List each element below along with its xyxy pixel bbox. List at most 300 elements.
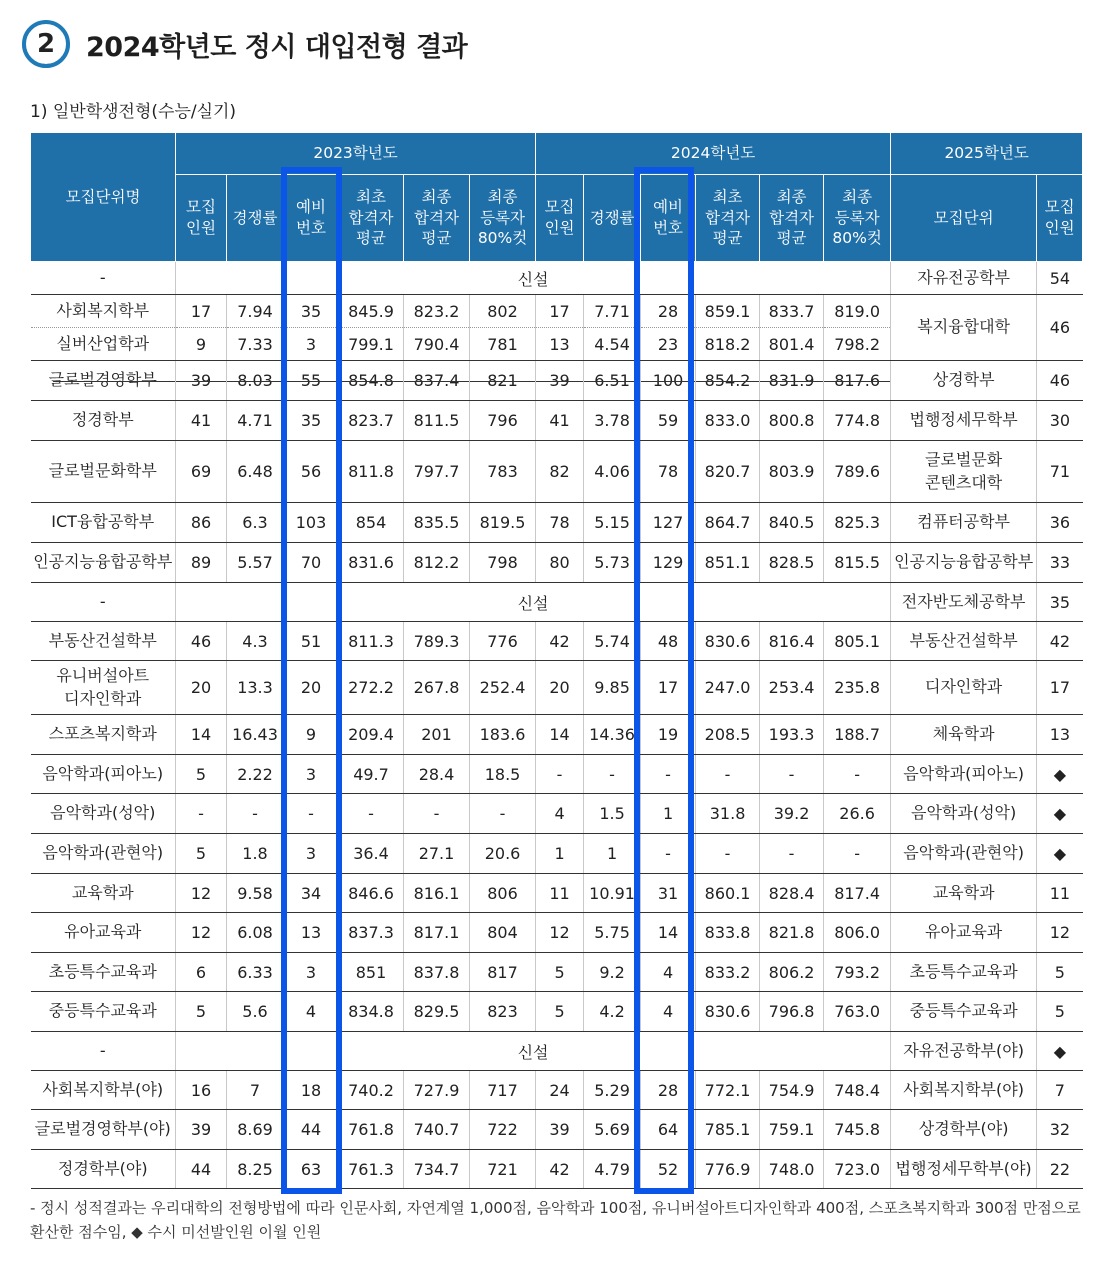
- value-2024-0: 1: [536, 834, 584, 874]
- value-2024-1: 9.85: [584, 661, 641, 715]
- value-2024-5: -: [824, 755, 891, 794]
- unit-name-cell: -: [31, 583, 176, 622]
- value-2024-5: 805.1: [824, 622, 891, 661]
- value-2024-0: 12: [536, 913, 584, 953]
- value-2024-4: 39.2: [760, 794, 824, 834]
- count-2025-cell: 46: [1037, 361, 1083, 401]
- value-2024-2: 78: [641, 441, 696, 503]
- unit-2025-cell: 인공지능융합공학부: [891, 543, 1037, 583]
- value-2023-5: 821: [470, 361, 536, 401]
- value-2023-5: 806: [470, 874, 536, 913]
- value-2023-5: 183.6: [470, 715, 536, 755]
- value-2023-4: 837.8: [404, 953, 470, 992]
- value-2023-1: 8.03: [227, 361, 284, 401]
- value-2023-4: 817.1: [404, 913, 470, 953]
- value-2024-5: 825.3: [824, 503, 891, 543]
- value-2023-0: 89: [176, 543, 227, 583]
- value-2024-0: 17: [536, 295, 584, 328]
- unit-2025-cell: 글로벌문화 콘텐츠대학: [891, 441, 1037, 503]
- table-row: [31, 1110, 1083, 1150]
- section-number: 2: [36, 29, 56, 59]
- value-2024-2: 1: [641, 794, 696, 834]
- value-2023-0: 39: [176, 1110, 227, 1150]
- sub-header-2024-3: 최초 합격자 평균: [696, 175, 760, 262]
- unit-name-cell: -: [31, 1032, 176, 1071]
- value-2023-2: 20: [284, 661, 339, 715]
- value-2023-2: 103: [284, 503, 339, 543]
- value-2023-1: 1.8: [227, 834, 284, 874]
- table-row: [31, 834, 1083, 874]
- unit-2025-cell: 체육학과: [891, 715, 1037, 755]
- value-2024-2: 17: [641, 661, 696, 715]
- value-2024-1: 4.79: [584, 1150, 641, 1189]
- value-2024-2: 31: [641, 874, 696, 913]
- value-2024-2: 14: [641, 913, 696, 953]
- value-2023-3: 799.1: [339, 328, 404, 361]
- value-2023-3: 811.8: [339, 441, 404, 503]
- count-2025-cell: 13: [1037, 715, 1083, 755]
- value-2023-0: 46: [176, 622, 227, 661]
- unit-name-cell: ICT융합공학부: [31, 503, 176, 543]
- sub-header-2024-1: 경쟁률: [584, 175, 641, 262]
- value-2024-0: 13: [536, 328, 584, 361]
- value-2024-4: 754.9: [760, 1071, 824, 1110]
- value-2024-3: 860.1: [696, 874, 760, 913]
- value-2024-1: 1.5: [584, 794, 641, 834]
- value-2024-3: 851.1: [696, 543, 760, 583]
- value-2024-4: 840.5: [760, 503, 824, 543]
- table-row: [31, 874, 1083, 913]
- table-row: [31, 262, 1083, 295]
- unit-2025-cell: 법행정세무학부(야): [891, 1150, 1037, 1189]
- unit-2025-cell: 부동산건설학부: [891, 622, 1037, 661]
- section-number-badge: [22, 20, 70, 68]
- value-2023-0: 12: [176, 913, 227, 953]
- value-2023-3: 36.4: [339, 834, 404, 874]
- count-2025-cell: ◆: [1037, 794, 1083, 834]
- value-2023-2: 70: [284, 543, 339, 583]
- new-cell: [176, 583, 891, 622]
- value-2023-4: 829.5: [404, 992, 470, 1032]
- value-2023-1: 16.43: [227, 715, 284, 755]
- sub-header-2025-count: 모집 인원: [1037, 175, 1083, 262]
- value-2023-3: 761.8: [339, 1110, 404, 1150]
- count-2025-cell: ◆: [1037, 834, 1083, 874]
- unit-2025-cell: 디자인학과: [891, 661, 1037, 715]
- value-2024-1: 4.54: [584, 328, 641, 361]
- unit-2025-cell: 교육학과: [891, 874, 1037, 913]
- value-2023-1: 6.08: [227, 913, 284, 953]
- value-2024-3: 785.1: [696, 1110, 760, 1150]
- table-row: [31, 361, 1083, 401]
- new-label: 신설: [517, 269, 549, 289]
- unit-2025-cell: 복지융합대학: [891, 295, 1037, 361]
- value-2023-3: 854.8: [339, 361, 404, 401]
- unit-2025-cell: 자유전공학부(야): [891, 1032, 1037, 1071]
- table-row: [31, 715, 1083, 755]
- value-2023-2: 3: [284, 953, 339, 992]
- value-2024-5: 817.6: [824, 361, 891, 401]
- sub-header-2024-4: 최종 합격자 평균: [760, 175, 824, 262]
- value-2024-3: 776.9: [696, 1150, 760, 1189]
- new-cell: [176, 1032, 891, 1071]
- value-2023-3: 831.6: [339, 543, 404, 583]
- value-2024-2: 28: [641, 295, 696, 328]
- value-2024-1: 5.69: [584, 1110, 641, 1150]
- new-cell: [176, 262, 891, 295]
- value-2023-3: 834.8: [339, 992, 404, 1032]
- value-2023-2: 51: [284, 622, 339, 661]
- value-2024-3: -: [696, 834, 760, 874]
- value-2024-4: -: [760, 834, 824, 874]
- value-2023-4: 28.4: [404, 755, 470, 794]
- value-2023-2: 35: [284, 295, 339, 328]
- value-2024-4: 833.7: [760, 295, 824, 328]
- value-2023-3: -: [339, 794, 404, 834]
- value-2024-2: -: [641, 755, 696, 794]
- value-2024-5: 188.7: [824, 715, 891, 755]
- count-2025-cell: 22: [1037, 1150, 1083, 1189]
- value-2023-5: 798: [470, 543, 536, 583]
- value-2024-5: 763.0: [824, 992, 891, 1032]
- value-2024-3: 31.8: [696, 794, 760, 834]
- unit-2025-cell: 음악학과(성악): [891, 794, 1037, 834]
- unit-name-cell: 정경학부: [31, 401, 176, 441]
- value-2023-1: 4.3: [227, 622, 284, 661]
- value-2024-2: 64: [641, 1110, 696, 1150]
- value-2023-2: 34: [284, 874, 339, 913]
- unit-name-cell: 부동산건설학부: [31, 622, 176, 661]
- sub-header-2023-4: 최종 합격자 평균: [404, 175, 470, 262]
- value-2023-1: 13.3: [227, 661, 284, 715]
- value-2023-4: 727.9: [404, 1071, 470, 1110]
- unit-2025-cell: 유아교육과: [891, 913, 1037, 953]
- unit-name-cell: 교육학과: [31, 874, 176, 913]
- value-2024-5: 235.8: [824, 661, 891, 715]
- count-2025-cell: 33: [1037, 543, 1083, 583]
- table-row: [31, 992, 1083, 1032]
- table-row: [31, 913, 1083, 953]
- unit-name-cell: 음악학과(성악): [31, 794, 176, 834]
- value-2024-2: 52: [641, 1150, 696, 1189]
- value-2023-1: -: [227, 794, 284, 834]
- value-2023-3: 209.4: [339, 715, 404, 755]
- value-2023-3: 740.2: [339, 1071, 404, 1110]
- count-2025-cell: 54: [1037, 262, 1083, 295]
- value-2024-5: 819.0: [824, 295, 891, 328]
- value-2023-3: 851: [339, 953, 404, 992]
- value-2023-5: 776: [470, 622, 536, 661]
- unit-2025-cell: 컴퓨터공학부: [891, 503, 1037, 543]
- unit-name-cell: 스포츠복지학과: [31, 715, 176, 755]
- unit-name-cell: 정경학부(야): [31, 1150, 176, 1189]
- value-2024-4: 828.4: [760, 874, 824, 913]
- unit-2025-cell: 중등특수교육과: [891, 992, 1037, 1032]
- value-2024-5: 774.8: [824, 401, 891, 441]
- value-2023-1: 8.25: [227, 1150, 284, 1189]
- value-2023-5: 796: [470, 401, 536, 441]
- table-row: [31, 503, 1083, 543]
- table-row: [31, 441, 1083, 503]
- value-2023-5: 823: [470, 992, 536, 1032]
- value-2024-1: -: [584, 755, 641, 794]
- value-2024-1: 1: [584, 834, 641, 874]
- value-2023-4: 837.4: [404, 361, 470, 401]
- value-2024-3: 772.1: [696, 1071, 760, 1110]
- value-2024-1: 5.74: [584, 622, 641, 661]
- value-2023-5: 783: [470, 441, 536, 503]
- value-2024-1: 5.75: [584, 913, 641, 953]
- unit-name-cell: 실버산업학과: [31, 328, 176, 361]
- page-title: 2024학년도 정시 대입전형 결과: [86, 31, 468, 63]
- unit-name-cell: 글로벌경영학부: [31, 361, 176, 401]
- unit-name-cell: 유아교육과: [31, 913, 176, 953]
- value-2024-4: 831.9: [760, 361, 824, 401]
- value-2024-0: -: [536, 755, 584, 794]
- value-2023-3: 272.2: [339, 661, 404, 715]
- sub-header-2025-unit: 모집단위: [891, 175, 1037, 262]
- value-2024-5: 789.6: [824, 441, 891, 503]
- value-2023-4: 27.1: [404, 834, 470, 874]
- value-2023-0: 86: [176, 503, 227, 543]
- sub-header-2023-5: 최종 등록자 80%컷: [470, 175, 536, 262]
- value-2023-3: 837.3: [339, 913, 404, 953]
- value-2024-1: 5.73: [584, 543, 641, 583]
- unit-2025-cell: 상경학부(야): [891, 1110, 1037, 1150]
- unit-2025-cell: 전자반도체공학부: [891, 583, 1037, 622]
- table-row: [31, 661, 1083, 715]
- value-2024-5: 26.6: [824, 794, 891, 834]
- value-2024-3: 830.6: [696, 622, 760, 661]
- value-2023-2: 4: [284, 992, 339, 1032]
- value-2023-2: 63: [284, 1150, 339, 1189]
- value-2024-3: 833.0: [696, 401, 760, 441]
- value-2024-3: 864.7: [696, 503, 760, 543]
- value-2023-2: 9: [284, 715, 339, 755]
- value-2023-0: -: [176, 794, 227, 834]
- value-2023-5: 722: [470, 1110, 536, 1150]
- value-2024-0: 82: [536, 441, 584, 503]
- value-2024-5: 798.2: [824, 328, 891, 361]
- value-2023-0: 5: [176, 992, 227, 1032]
- value-2023-4: 740.7: [404, 1110, 470, 1150]
- table-row: [31, 1150, 1083, 1189]
- unit-name-cell: 사회복지학부(야): [31, 1071, 176, 1110]
- col-header-2023: 2023학년도: [176, 133, 536, 175]
- sub-header-2023-0: 모집 인원: [176, 175, 227, 262]
- unit-name-cell: 음악학과(피아노): [31, 755, 176, 794]
- value-2023-2: 3: [284, 834, 339, 874]
- count-2025-cell: 11: [1037, 874, 1083, 913]
- unit-2025-cell: 음악학과(관현악): [891, 834, 1037, 874]
- value-2023-2: 55: [284, 361, 339, 401]
- unit-name-cell: 인공지능융합공학부: [31, 543, 176, 583]
- value-2024-1: 9.2: [584, 953, 641, 992]
- admission-results-table: [30, 132, 1083, 1189]
- value-2023-1: 7.94: [227, 295, 284, 328]
- value-2024-0: 42: [536, 622, 584, 661]
- value-2024-3: 208.5: [696, 715, 760, 755]
- value-2024-0: 39: [536, 1110, 584, 1150]
- value-2024-2: 19: [641, 715, 696, 755]
- value-2023-2: 44: [284, 1110, 339, 1150]
- value-2023-1: 4.71: [227, 401, 284, 441]
- value-2024-0: 5: [536, 992, 584, 1032]
- count-2025-cell: ◆: [1037, 1032, 1083, 1071]
- count-2025-cell: 35: [1037, 583, 1083, 622]
- value-2024-3: 833.2: [696, 953, 760, 992]
- value-2024-5: 723.0: [824, 1150, 891, 1189]
- value-2024-2: 48: [641, 622, 696, 661]
- unit-2025-cell: 자유전공학부: [891, 262, 1037, 295]
- table-row: [31, 543, 1083, 583]
- value-2023-3: 811.3: [339, 622, 404, 661]
- value-2023-1: 6.48: [227, 441, 284, 503]
- value-2024-5: -: [824, 834, 891, 874]
- value-2023-2: -: [284, 794, 339, 834]
- value-2024-5: 745.8: [824, 1110, 891, 1150]
- value-2024-1: 10.91: [584, 874, 641, 913]
- section-header: [22, 16, 467, 72]
- value-2023-4: 267.8: [404, 661, 470, 715]
- value-2023-1: 7: [227, 1071, 284, 1110]
- table-row: [31, 583, 1083, 622]
- value-2024-2: 4: [641, 992, 696, 1032]
- unit-name-cell: 글로벌경영학부(야): [31, 1110, 176, 1150]
- value-2023-5: 20.6: [470, 834, 536, 874]
- unit-name-cell: 음악학과(관현악): [31, 834, 176, 874]
- sub-header-row: [31, 175, 1083, 262]
- value-2023-2: 13: [284, 913, 339, 953]
- value-2024-4: 193.3: [760, 715, 824, 755]
- count-2025-cell: 42: [1037, 622, 1083, 661]
- unit-name-cell: 중등특수교육과: [31, 992, 176, 1032]
- value-2023-4: 812.2: [404, 543, 470, 583]
- unit-name-cell: -: [31, 262, 176, 295]
- table-row: [31, 401, 1083, 441]
- value-2024-0: 24: [536, 1071, 584, 1110]
- value-2024-4: 821.8: [760, 913, 824, 953]
- count-2025-cell: 7: [1037, 1071, 1083, 1110]
- value-2023-1: 7.33: [227, 328, 284, 361]
- value-2023-0: 14: [176, 715, 227, 755]
- unit-2025-cell: 상경학부: [891, 361, 1037, 401]
- count-2025-cell: ◆: [1037, 755, 1083, 794]
- value-2023-4: 823.2: [404, 295, 470, 328]
- value-2024-4: 801.4: [760, 328, 824, 361]
- new-label: 신설: [517, 1042, 549, 1062]
- value-2023-0: 44: [176, 1150, 227, 1189]
- value-2024-2: 4: [641, 953, 696, 992]
- value-2023-0: 5: [176, 755, 227, 794]
- value-2024-0: 20: [536, 661, 584, 715]
- table-row: [31, 295, 1083, 328]
- value-2024-0: 39: [536, 361, 584, 401]
- value-2024-4: 759.1: [760, 1110, 824, 1150]
- value-2024-4: 828.5: [760, 543, 824, 583]
- value-2024-2: 100: [641, 361, 696, 401]
- table-row: [31, 1032, 1083, 1071]
- value-2023-0: 16: [176, 1071, 227, 1110]
- table-body: [31, 262, 1083, 1189]
- value-2023-3: 846.6: [339, 874, 404, 913]
- table-row: [31, 622, 1083, 661]
- count-2025-cell: 46: [1037, 295, 1083, 361]
- value-2024-3: 247.0: [696, 661, 760, 715]
- value-2024-4: 748.0: [760, 1150, 824, 1189]
- value-2023-4: 789.3: [404, 622, 470, 661]
- value-2023-2: 3: [284, 328, 339, 361]
- value-2023-1: 8.69: [227, 1110, 284, 1150]
- unit-2025-cell: 음악학과(피아노): [891, 755, 1037, 794]
- value-2024-2: -: [641, 834, 696, 874]
- value-2024-0: 14: [536, 715, 584, 755]
- value-2024-0: 41: [536, 401, 584, 441]
- value-2024-1: 4.2: [584, 992, 641, 1032]
- value-2023-5: 804: [470, 913, 536, 953]
- value-2023-0: 39: [176, 361, 227, 401]
- value-2023-2: 18: [284, 1071, 339, 1110]
- value-2024-3: 854.2: [696, 361, 760, 401]
- value-2024-0: 5: [536, 953, 584, 992]
- table-row: [31, 953, 1083, 992]
- value-2024-1: 5.29: [584, 1071, 641, 1110]
- value-2024-4: 253.4: [760, 661, 824, 715]
- value-2023-4: 797.7: [404, 441, 470, 503]
- value-2024-4: -: [760, 755, 824, 794]
- value-2024-2: 59: [641, 401, 696, 441]
- value-2023-2: 56: [284, 441, 339, 503]
- value-2023-5: 721: [470, 1150, 536, 1189]
- table-row: [31, 1071, 1083, 1110]
- value-2024-3: 818.2: [696, 328, 760, 361]
- value-2024-1: 7.71: [584, 295, 641, 328]
- value-2024-4: 803.9: [760, 441, 824, 503]
- value-2023-0: 5: [176, 834, 227, 874]
- value-2024-5: 815.5: [824, 543, 891, 583]
- value-2023-4: 816.1: [404, 874, 470, 913]
- unit-name-cell: 사회복지학부: [31, 295, 176, 328]
- count-2025-cell: 71: [1037, 441, 1083, 503]
- value-2024-4: 800.8: [760, 401, 824, 441]
- value-2023-0: 6: [176, 953, 227, 992]
- value-2023-0: 20: [176, 661, 227, 715]
- value-2024-3: 820.7: [696, 441, 760, 503]
- value-2024-3: -: [696, 755, 760, 794]
- value-2023-3: 761.3: [339, 1150, 404, 1189]
- count-2025-cell: 5: [1037, 953, 1083, 992]
- sub-header-2023-1: 경쟁률: [227, 175, 284, 262]
- unit-2025-cell: 초등특수교육과: [891, 953, 1037, 992]
- value-2024-4: 796.8: [760, 992, 824, 1032]
- value-2023-0: 9: [176, 328, 227, 361]
- value-2024-5: 806.0: [824, 913, 891, 953]
- value-2023-5: 18.5: [470, 755, 536, 794]
- count-2025-cell: 30: [1037, 401, 1083, 441]
- unit-name-cell: 초등특수교육과: [31, 953, 176, 992]
- value-2023-5: 819.5: [470, 503, 536, 543]
- value-2024-4: 816.4: [760, 622, 824, 661]
- value-2024-2: 28: [641, 1071, 696, 1110]
- value-2023-1: 2.22: [227, 755, 284, 794]
- value-2024-1: 4.06: [584, 441, 641, 503]
- value-2023-4: 835.5: [404, 503, 470, 543]
- count-2025-cell: 12: [1037, 913, 1083, 953]
- sub-header-2024-0: 모집 인원: [536, 175, 584, 262]
- value-2023-5: 817: [470, 953, 536, 992]
- value-2023-2: 3: [284, 755, 339, 794]
- sub-header-2023-2: 예비 번호: [284, 175, 339, 262]
